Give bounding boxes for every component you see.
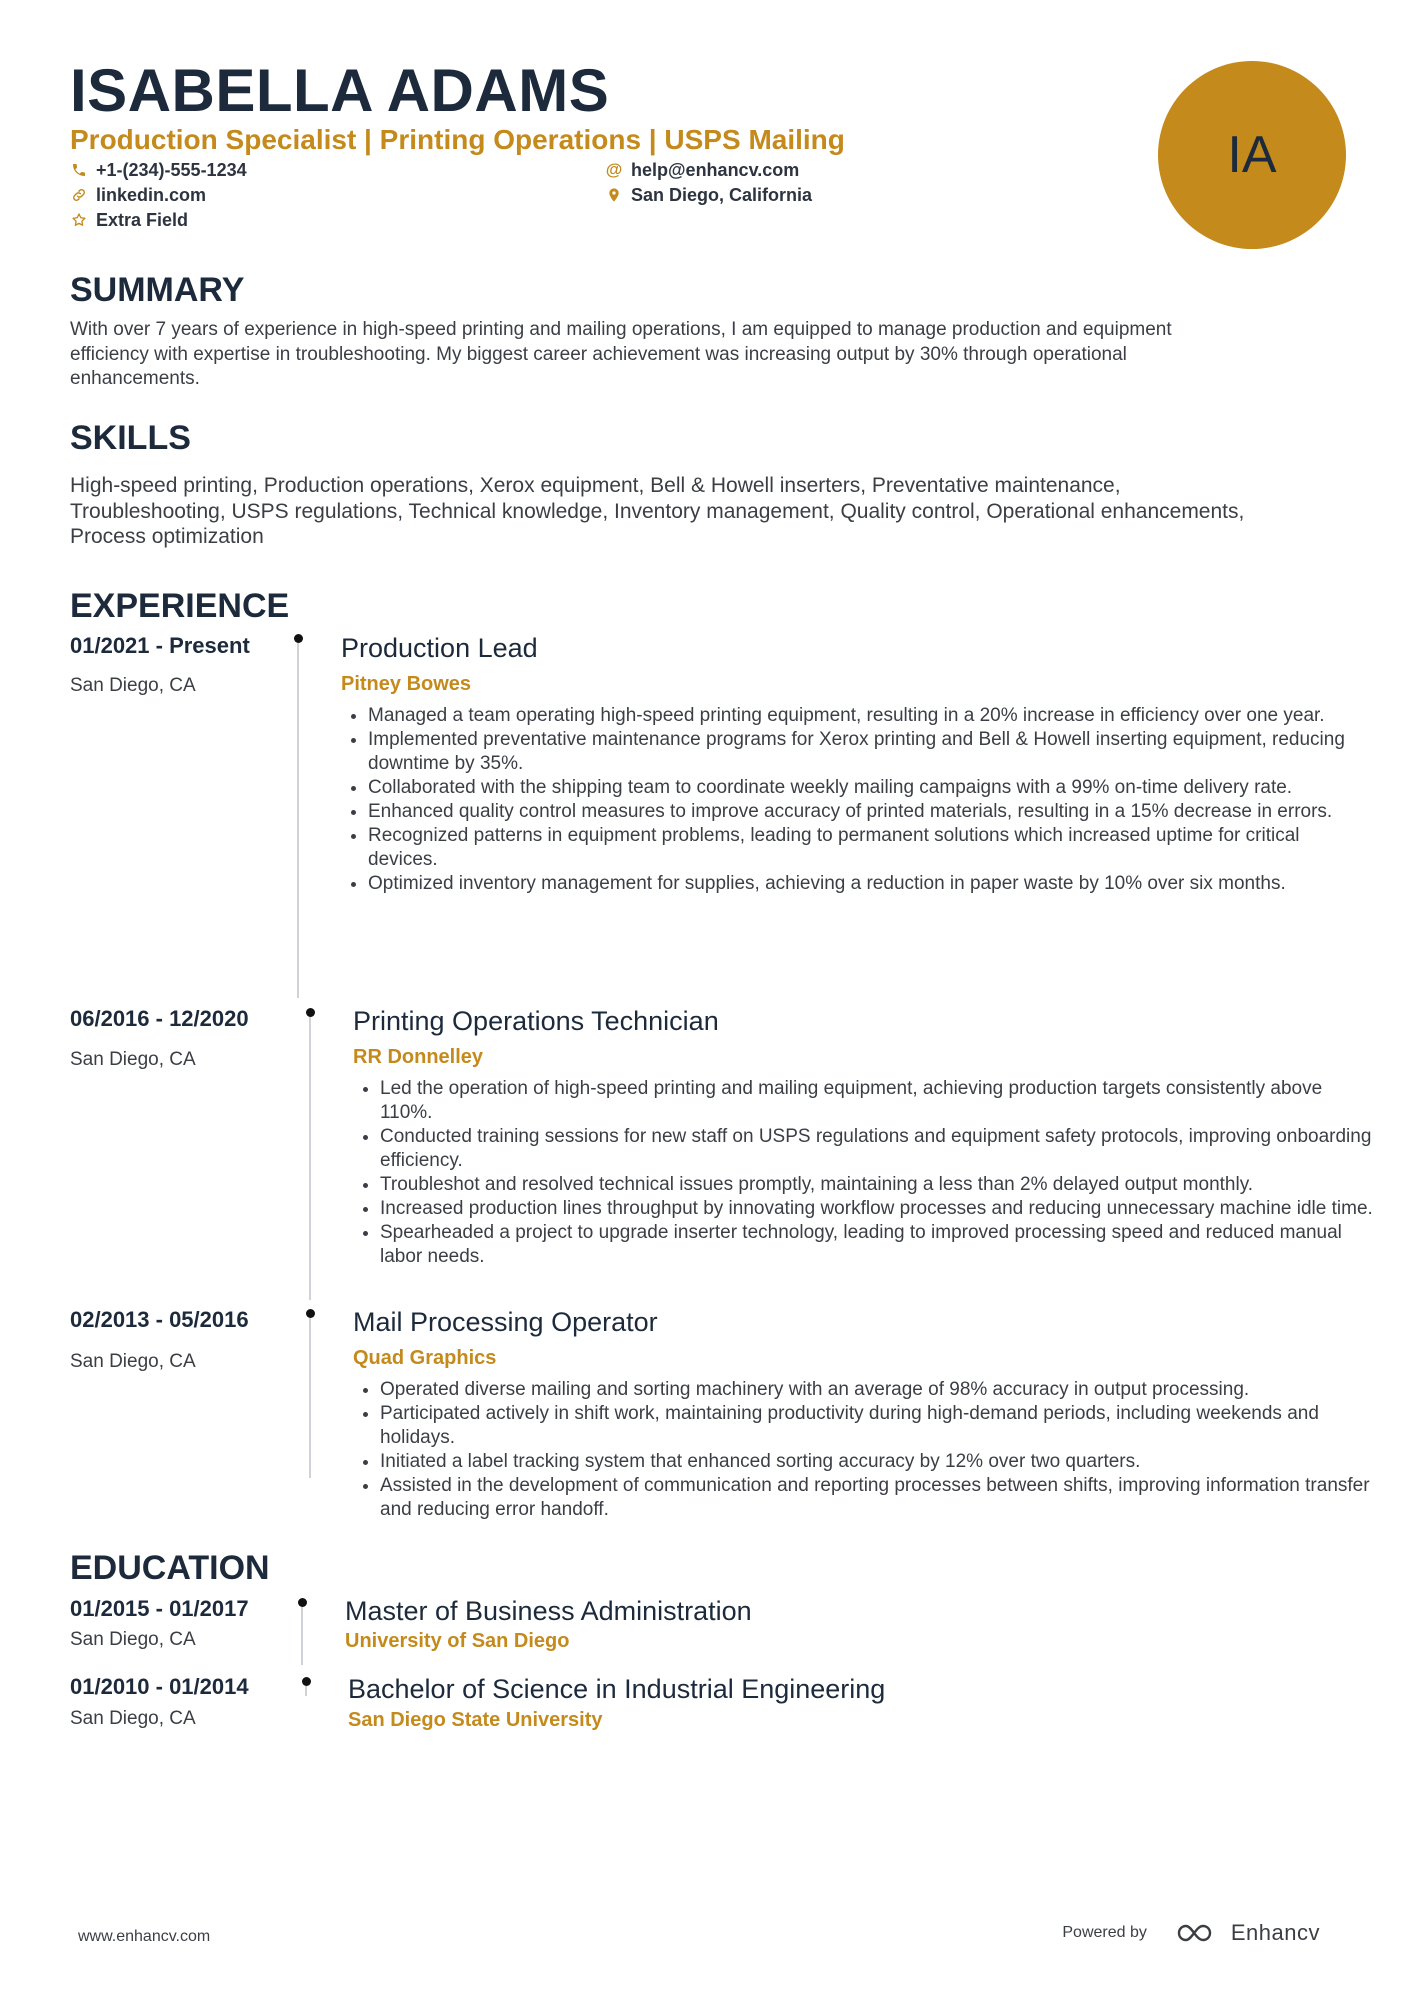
list-item: • Optimized inventory management for supplies, achieving a reduction in paper waste by 10% over six months. <box>368 872 1374 896</box>
contact-location <box>605 183 812 207</box>
education-heading: EDUCATION <box>70 1549 270 1587</box>
timeline-dot <box>298 1598 307 1607</box>
timeline-dot <box>302 1677 311 1686</box>
education-location: San Diego, CA <box>70 1629 196 1650</box>
job-location: San Diego, CA <box>70 1049 196 1070</box>
education-dates: 01/2010 - 01/2014 <box>70 1674 249 1699</box>
list-item: • Spearheaded a project to upgrade inserter technology, leading to improved processing speed and reduced manual labor needs. <box>380 1221 1374 1269</box>
job-title: Production Lead <box>341 633 538 663</box>
skills-line: Troubleshooting, USPS regulations, Technical knowledge, Inventory management, Quality control, Operational enhancements, <box>70 499 1245 523</box>
footer-website[interactable]: www.enhancv.com <box>78 1928 211 1945</box>
degree-title: Bachelor of Science in Industrial Engineering <box>348 1674 886 1704</box>
summary-line: enhancements. <box>70 368 200 389</box>
enhancv-logo-icon <box>1175 1921 1221 1945</box>
job-title: Printing Operations Technician <box>353 1006 719 1036</box>
skills-heading: SKILLS <box>70 419 191 457</box>
timeline-dot <box>306 1309 315 1318</box>
experience-heading: EXPERIENCE <box>70 587 290 625</box>
summary-text <box>70 318 1350 392</box>
summary-line: With over 7 years of experience in high-speed printing and mailing operations, I am equipped to manage production and equipment <box>70 319 1172 340</box>
school-name: University of San Diego <box>345 1630 570 1652</box>
education-location: San Diego, CA <box>70 1708 196 1729</box>
link-icon <box>70 186 88 204</box>
list-item: • Participated actively in shift work, maintaining productivity during high-demand periods, including weekends and holidays. <box>380 1402 1374 1450</box>
contact-email[interactable] <box>605 158 799 182</box>
candidate-name: ISABELLA ADAMS <box>70 57 610 124</box>
list-item: • Conducted training sessions for new staff on USPS regulations and equipment safety protocols, improving onboarding efficiency. <box>380 1125 1374 1173</box>
timeline-line <box>305 1686 307 1696</box>
list-item: • Troubleshot and resolved technical issues promptly, maintaining a less than 2% delayed output monthly. <box>380 1173 1374 1197</box>
email-text: help@enhancv.com <box>631 160 800 180</box>
timeline-line <box>309 1017 311 1300</box>
phone-icon <box>70 161 88 179</box>
location-pin-icon <box>605 186 623 204</box>
contact-linkedin[interactable] <box>70 183 206 207</box>
timeline-line <box>297 643 299 998</box>
school-name: San Diego State University <box>348 1709 603 1731</box>
job-company: RR Donnelley <box>353 1046 484 1068</box>
list-item: • Initiated a label tracking system that enhanced sorting accuracy by 12% over two quarters. <box>380 1450 1374 1474</box>
list-item: • Managed a team operating high-speed printing equipment, resulting in a 20% increase in efficiency over one year. <box>368 704 1374 728</box>
location-text: San Diego, California <box>631 185 813 205</box>
star-icon <box>70 211 88 229</box>
list-item: • Led the operation of high-speed printing and mailing equipment, achieving production targets consistently above 110%. <box>380 1077 1374 1125</box>
education-dates: 01/2015 - 01/2017 <box>70 1596 249 1621</box>
skills-text <box>70 473 1350 550</box>
job-dates: 01/2021 - Present <box>70 633 250 658</box>
list-item: • Collaborated with the shipping team to coordinate weekly mailing campaigns with a 99% on-time delivery rate. <box>368 776 1374 800</box>
footer-branding <box>1062 1920 1320 1946</box>
avatar-initials: IA <box>1227 126 1277 184</box>
degree-title: Master of Business Administration <box>345 1596 752 1626</box>
summary-heading: SUMMARY <box>70 271 245 309</box>
list-item: • Operated diverse mailing and sorting machinery with an average of 98% accuracy in output processing. <box>380 1378 1374 1402</box>
extra-text: Extra Field <box>96 210 189 230</box>
timeline-line <box>309 1318 311 1478</box>
job-company: Pitney Bowes <box>341 673 472 695</box>
summary-line: efficiency with expertise in troubleshooting. My biggest career achievement was increasing output by 30% through operational <box>70 343 1127 365</box>
job-bullets <box>354 1077 1374 1269</box>
linkedin-text: linkedin.com <box>96 185 207 205</box>
timeline-dot <box>306 1008 315 1017</box>
headline: Production Specialist | Printing Operations | USPS Mailing <box>70 124 845 155</box>
contact-extra <box>70 208 188 232</box>
enhancv-brand-text: Enhancv <box>1230 1920 1320 1945</box>
job-bullets <box>342 704 1374 896</box>
job-dates: 02/2013 - 05/2016 <box>70 1307 249 1332</box>
list-item: • Recognized patterns in equipment problems, leading to permanent solutions which increased uptime for critical devices. <box>368 824 1374 872</box>
job-title: Mail Processing Operator <box>353 1307 658 1337</box>
avatar <box>1158 61 1346 249</box>
skills-line: High-speed printing, Production operations, Xerox equipment, Bell & Howell inserters, Preventative maintenance, <box>70 474 1121 497</box>
at-icon: @ <box>605 160 623 179</box>
job-location: San Diego, CA <box>70 1351 196 1372</box>
job-bullets <box>354 1378 1374 1522</box>
list-item: • Implemented preventative maintenance programs for Xerox printing and Bell & Howell inserting equipment, reducing downtime by 35%. <box>368 728 1374 776</box>
contact-phone[interactable] <box>70 158 247 182</box>
timeline-dot <box>294 634 303 643</box>
phone-text: +1-(234)-555-1234 <box>96 160 247 180</box>
job-location: San Diego, CA <box>70 675 196 696</box>
job-company: Quad Graphics <box>353 1347 497 1369</box>
list-item: • Assisted in the development of communication and reporting processes between shifts, improving information transfer and reducing error handoff. <box>380 1474 1374 1522</box>
skills-line: Process optimization <box>70 525 264 548</box>
powered-by-text: Powered by <box>1062 1924 1147 1941</box>
job-dates: 06/2016 - 12/2020 <box>70 1006 249 1031</box>
timeline-line <box>301 1607 303 1665</box>
list-item: • Enhanced quality control measures to improve accuracy of printed materials, resulting in a 15% decrease in errors. <box>368 800 1374 824</box>
list-item: • Increased production lines throughput by innovating workflow processes and reducing unnecessary machine idle time. <box>380 1197 1374 1221</box>
